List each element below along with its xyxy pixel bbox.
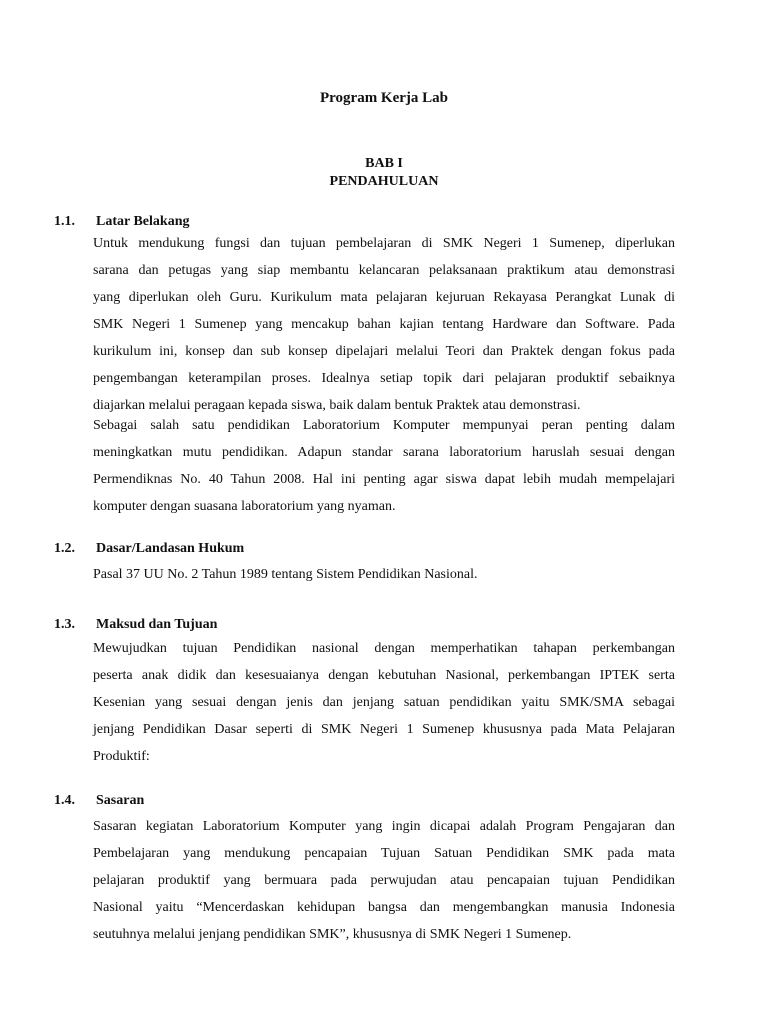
paragraph-line: diajarkan melalui peragaan kepada siswa, baik dalam bentuk Praktek atau demonstrasi. (93, 398, 581, 413)
section-title: Maksud dan Tujuan (96, 617, 218, 632)
chapter-number: BAB I (365, 156, 403, 171)
paragraph-line: Kesenian yang sesuai dengan jenis dan jenjang satuan pendidikan yaitu SMK/SMA sebagai (93, 695, 675, 710)
section-heading (54, 540, 244, 558)
chapter-title: PENDAHULUAN (329, 174, 439, 189)
paragraph-line: peserta anak didik dan kesesuaianya dengan kebutuhan Nasional, perkembangan IPTEK serta (93, 668, 675, 683)
paragraph-line: seutuhnya melalui jenjang pendidikan SMK”, khususnya di SMK Negeri 1 Sumenep. (93, 927, 572, 942)
paragraph-line: kurikulum ini, konsep dan sub konsep dipelajari melalui Teori dan Praktek dengan fokus pada (93, 344, 675, 359)
paragraph-line: Untuk mendukung fungsi dan tujuan pembelajaran di SMK Negeri 1 Sumenep, diperlukan (93, 236, 675, 251)
paragraph-line: Nasional yaitu “Mencerdaskan kehidupan bangsa dan mengembangkan manusia Indonesia (93, 900, 675, 915)
paragraph-line: Permendiknas No. 40 Tahun 2008. Hal ini penting agar siswa dapat lebih mudah mempelajari (93, 472, 675, 487)
paragraph-line: pelajaran produktif yang bermuara pada perwujudan atau pencapaian tujuan Pendidikan (93, 873, 675, 888)
section-number: 1.3. (54, 617, 75, 632)
paragraph-line: sarana dan petugas yang siap membantu kelancaran pelaksanaan praktikum atau demonstrasi (93, 263, 675, 278)
section-title: Latar Belakang (96, 214, 190, 229)
paragraph-line: Pasal 37 UU No. 2 Tahun 1989 tentang Sistem Pendidikan Nasional. (93, 567, 478, 582)
section-body (93, 818, 675, 953)
section-number: 1.2. (54, 541, 75, 556)
section-body (93, 640, 675, 775)
section-heading (54, 792, 144, 810)
section-title: Dasar/Landasan Hukum (96, 541, 245, 556)
section-body (93, 566, 675, 593)
paragraph-line: Sebagai salah satu pendidikan Laboratorium Komputer mempunyai peran penting dalam (93, 418, 675, 433)
paragraph-line: komputer dengan suasana laboratorium yang nyaman. (93, 499, 396, 514)
paragraph-line: yang diperlukan oleh Guru. Kurikulum mata pelajaran kejuruan Rekayasa Perangkat Lunak di (93, 290, 675, 305)
section-heading (54, 213, 189, 231)
paragraph-line: Produktif: (93, 749, 150, 764)
section-number: 1.4. (54, 793, 75, 808)
paragraph-line: SMK Negeri 1 Sumenep yang mencakup bahan kajian tentang Hardware dan Software. Pada (93, 317, 675, 332)
paragraph-line: pengembangan keterampilan proses. Idealnya setiap topik dari pelajaran produktif sebaiknya (93, 371, 675, 386)
section-body (93, 235, 675, 525)
paragraph-line: meningkatkan mutu pendidikan. Adapun standar sarana laboratorium haruslah sesuai dengan (93, 445, 675, 460)
section-title: Sasaran (96, 793, 145, 808)
section-heading (54, 616, 217, 634)
section-number: 1.1. (54, 214, 75, 229)
paragraph-line: jenjang Pendidikan Dasar seperti di SMK Negeri 1 Sumenep khususnya pada Mata Pelajaran (93, 722, 675, 737)
paragraph-line: Pembelajaran yang mendukung pencapaian Tujuan Satuan Pendidikan SMK pada mata (93, 846, 675, 861)
document-title: Program Kerja Lab (319, 90, 449, 106)
chapter-heading (0, 155, 768, 191)
paragraph-line: Mewujudkan tujuan Pendidikan nasional dengan memperhatikan tahapan perkembangan (93, 641, 675, 656)
paragraph-line: Sasaran kegiatan Laboratorium Komputer yang ingin dicapai adalah Program Pengajaran dan (93, 819, 675, 834)
